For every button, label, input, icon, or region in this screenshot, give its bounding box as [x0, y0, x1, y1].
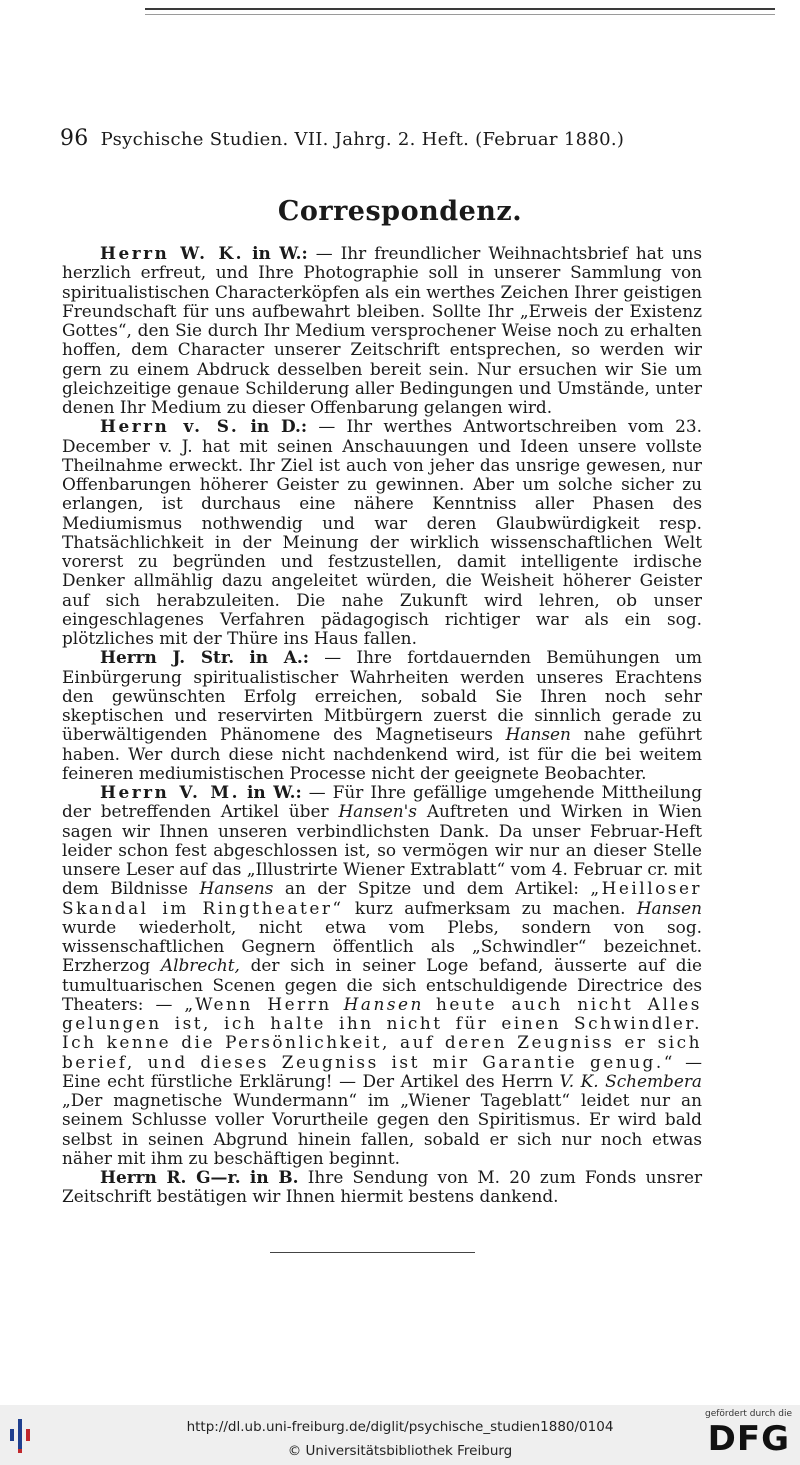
- addressee-place: in W.:: [252, 243, 308, 263]
- section-title: Correspondenz.: [277, 196, 523, 227]
- paragraph-text: „Der magnetische Wundermann“ im „Wiener Tageblatt“ leidet nur an seinem Schlusse voller Vorurtheile gegen den Spiritismus. Er wird bald selbst in seinen Abgrund hinein fallen, sobald er sich nur noch etwas näher mit ihm zu beschäftigen beginnt.: [62, 1090, 702, 1168]
- paragraph-text: — Eine echt fürstliche Erklärung! — Der Artikel des Herrn: [62, 1051, 702, 1091]
- page-number: 96: [60, 126, 89, 151]
- addressee: Herrn R. G—r.: [100, 1167, 241, 1187]
- paragraph-text: kurz aufmerksam zu machen.: [354, 897, 626, 918]
- running-header: [60, 126, 700, 151]
- paragraph-text: — Für Ihre gefällige umgehende Mittheilung der betreffenden Artikel über: [62, 782, 703, 822]
- addressee: Herrn W. K.: [100, 243, 245, 263]
- letter-paragraph: [62, 417, 702, 648]
- viewer-footer: [0, 1405, 800, 1465]
- scan-top-rule: [145, 8, 775, 10]
- letter-paragraph: [62, 244, 702, 417]
- copyright-notice: © Universitätsbibliothek Freiburg: [287, 1443, 513, 1459]
- scan-top-rule-thin: [145, 14, 775, 15]
- addressee: Herrn J. Str.: [100, 647, 235, 668]
- spaced-quote: „Heilloser Skandal im Ringtheater“: [62, 878, 703, 918]
- permalink-url[interactable]: http://dl.ub.uni-freiburg.de/diglit/psychische_studien1880/0104: [186, 1419, 614, 1435]
- paragraph-text: wurde wiederholt, nicht etwa vom Plebs, sondern von sog. wissenschaftlichen Gegnern öffentlich als „Schwindler“ bezeichnet. Erzherzog: [62, 916, 702, 976]
- letter-paragraph: [62, 783, 702, 1168]
- paragraph-text: an der Spitze und dem Artikel:: [284, 878, 579, 899]
- letter-paragraph: [62, 1168, 702, 1207]
- paragraph-text: Ihre Sendung von M. 20 zum Fonds unsrer Zeitschrift bestätigen wir Ihnen hiermit bestens dankend.: [62, 1167, 703, 1207]
- paragraph-text: — Ihre fortdauernden Bemühungen um Einbürgerung spiritualistischer Wahrheiten werden unseres Erachtens den gewünschten Erfolg erreichen, sobald Sie Ihren noch sehr skeptischen und reservirten Mitbürgern zuerst die sinnlich gerade zu überwältigenden Phänomene des Magnetiseurs: [62, 647, 702, 745]
- spaced-quote: „Wenn Herrn: [184, 993, 332, 1014]
- italic-name: Hansen: [505, 724, 571, 745]
- addressee-place: in D.:: [250, 416, 308, 437]
- addressee: Herrn V. M.: [100, 782, 240, 802]
- italic-name: Hansen: [636, 897, 702, 918]
- letter-paragraph: [62, 648, 702, 783]
- addressee-place: in B.: [249, 1167, 299, 1187]
- italic-name: Hansen's: [338, 801, 417, 822]
- paragraph-text: — Ihr freundlicher Weihnachtsbrief hat uns herzlich erfreut, und Ihre Photographie soll in unserer Sammlung von spiritualistischen Characterköpfen als ein werthes Zeichen Ihrer geistigen Freundschaft für uns aufbewahrt bleiben. Sollte Ihr „Erweis der Existenz Gottes“, den Sie durch Ihr Medium versprochener Weise noch zu erhalten hoffen, dem Character unserer Zeitschrift entsprechen, so werden wir gern zu einem Abdruck desselben bereit sein. Nur ersuchen wir Sie um gleichzeitige genaue Schilderung aller Bedingungen und Umstände, unter denen Ihr Medium zu dieser Offenbarung gelangen wird.: [62, 243, 703, 417]
- correspondence-body: [62, 244, 702, 1207]
- paragraph-text: nahe geführt haben. Wer durch diese nicht nachdenkend wird, ist für die bei weitem feineren mediumistischen Processe nicht der geeignete Beobachter.: [62, 724, 702, 783]
- addressee-place: in A.:: [249, 647, 310, 668]
- paragraph-text: — Ihr werthes Antwortschreiben vom 23. December v. J. hat mit seinen Anschauungen und Ideen unsere vollste Theilnahme erweckt. Ihr Ziel ist auch von jeher das unsrige gewesen, nur Offenbarungen höherer Geister zu gewinnen. Aber um solche sicher zu erlangen, ist durchaus eine nähere Kenntniss aller Phasen des Mediumismus nothwendig und war deren Glaubwürdigkeit resp. Thatsächlichkeit in der Meinung der wirklich wissenschaftlichen Welt vorerst zu begründen und festzustellen, damit intelligente irdische Denker allmählig dazu angeleitet würden, die Weisheit höherer Geister auf sich herabzuleiten. Die nahe Zukunft wird lehren, ob unser eingeschlagenes Verfahren pädagogisch richtiger war als ein sog. plötzliches mit der Thüre ins Haus fallen.: [62, 416, 703, 648]
- section-divider: [270, 1252, 475, 1253]
- dfg-logo: DFG: [707, 1419, 790, 1459]
- italic-name: Albrecht,: [160, 955, 240, 976]
- italic-name: Hansens: [199, 878, 274, 899]
- addressee: Herrn v. S.: [100, 416, 240, 437]
- sponsor-caption: gefördert durch die: [705, 1409, 792, 1419]
- addressee-place: in W.:: [247, 782, 302, 802]
- spaced-quote: heute auch nicht Alles gelungen ist, ich halte ihn nicht für einen Schwindler. Ich kenne die Persönlichkeit, auf deren Zeugniss er sich berief, und dieses Zeugniss ist mir Garantie genug.“: [62, 993, 702, 1072]
- running-title: Psychische Studien. VII. Jahrg. 2. Heft. (Februar 1880.): [100, 129, 625, 150]
- italic-name: Hansen: [343, 993, 424, 1014]
- paragraph-text: Auftreten und Wirken in Wien sagen wir Ihnen unseren verbindlichsten Dank. Da unser Februar-Heft leider schon fest abgeschlossen ist, so vermögen wir nur an dieser Stelle unsere Leser auf das „Illustrirte Wiener Extrablatt“ vom 4. Februar cr. mit dem Bildnisse: [62, 801, 702, 899]
- italic-name: V. K. Schembera: [559, 1070, 702, 1091]
- paragraph-text: der sich in seiner Loge befand, äusserte auf die tumultuarischen Scenen gegen die sich entschuldigende Directrice des Theaters: —: [62, 955, 703, 1014]
